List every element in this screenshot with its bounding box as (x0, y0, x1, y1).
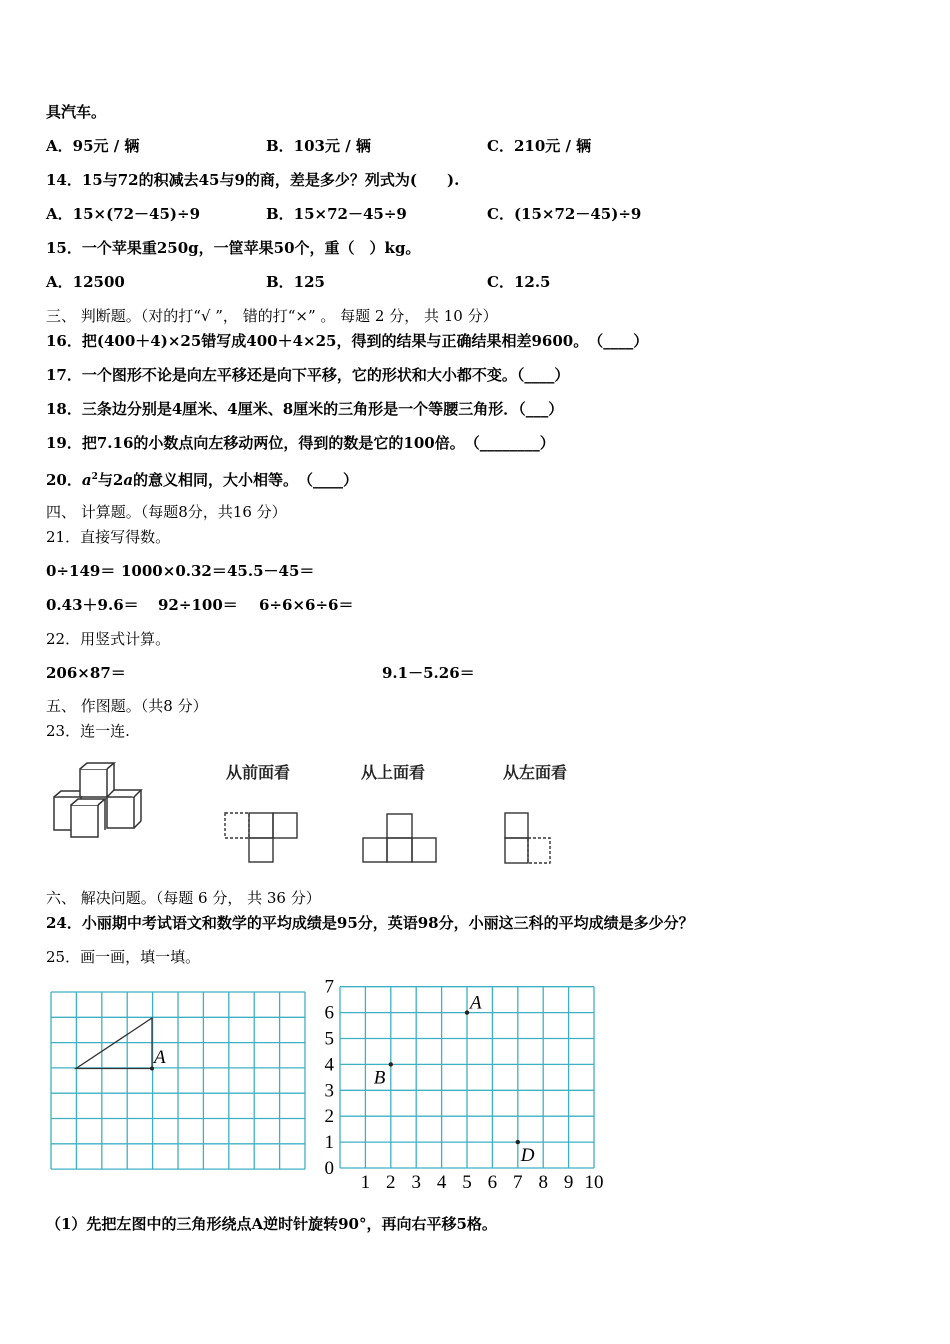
point-marker-b (389, 1062, 393, 1066)
question-22: 22．用竖式计算。 (46, 630, 171, 648)
y-tick-label: 6 (324, 1002, 334, 1024)
view-label-left: 从左面看 (503, 763, 568, 782)
q15-option-c: C．12.5 (487, 273, 551, 291)
q14-option-c: C．(15×72－45)÷9 (487, 205, 642, 223)
q13-option-a: A．95元 / 辆 (46, 137, 140, 155)
x-tick-label: 6 (487, 1172, 498, 1193)
section-3-heading: 三、 判断题。（对的打“√ ”， 错的打“×” 。 每题 2 分， 共 10 分） (46, 307, 498, 325)
question-25-part-1: （1）先把左图中的三角形绕点A逆时针旋转90°，再向右平移5格。 (46, 1215, 497, 1233)
q15-option-b: B．125 (266, 273, 325, 291)
q13-option-b: B．103元 / 辆 (266, 137, 371, 155)
question-20: 20．$a^2$与2a的意义相同，大小相等。 （____） (46, 471, 359, 489)
front-view-shape (224, 812, 300, 864)
q21-item-1: 0÷149＝ (46, 562, 116, 580)
q21-item-6: 6÷6×6÷6＝ (259, 596, 354, 614)
q21-item-4: 0.43＋9.6＝ (46, 596, 139, 614)
point-marker-d (516, 1140, 520, 1144)
x-tick-label: 3 (411, 1172, 421, 1193)
left-view-shape (502, 812, 554, 864)
coordinate-grid-figure (318, 974, 618, 1196)
cube-stack-figure (50, 760, 150, 840)
y-tick-label: 2 (324, 1106, 334, 1128)
x-tick-label: 9 (563, 1172, 574, 1193)
q13-option-c: C．210元 / 辆 (487, 137, 592, 155)
x-tick-label: 8 (538, 1172, 548, 1193)
section-5-heading: 五、 作图题。（共8 分） (46, 697, 208, 715)
question-19: 19．把7.16的小数点向左移动两位，得到的数是它的100倍。 （________） (46, 434, 555, 452)
question-24: 24．小丽期中考试语文和数学的平均成绩是95分，英语98分，小丽这三科的平均成绩是多少分？ (46, 914, 694, 932)
x-tick-label: 2 (386, 1172, 396, 1193)
point-marker-a (465, 1010, 469, 1014)
x-tick-label: 1 (360, 1172, 371, 1193)
question-23: 23．连一连. (46, 722, 130, 740)
q14-option-a: A．15×(72－45)÷9 (46, 205, 201, 223)
continued-text: 具汽车。 (46, 103, 107, 121)
question-15: 15．一个苹果重250g，一筐苹果50个，重（ ）kg。 (46, 239, 421, 257)
q21-item-3: 45.5－45＝ (227, 562, 315, 580)
q21-item-2: 1000×0.32＝ (121, 562, 227, 580)
q22-item-2: 9.1－5.26＝ (382, 664, 475, 682)
triangle-shape (76, 1018, 152, 1069)
x-tick-label: 5 (462, 1172, 472, 1193)
y-tick-label: 0 (324, 1158, 334, 1179)
q15-option-a: A．12500 (46, 273, 125, 291)
y-tick-label: 7 (324, 976, 334, 998)
top-view-shape (362, 813, 438, 865)
question-14: 14．15与72的积减去45与9的商，差是多少？列式为( ). (46, 171, 460, 189)
question-16: 16．把(400＋4)×25错写成400＋4×25，得到的结果与正确结果相差9600。 （____） (46, 332, 649, 350)
q21-item-5: 92÷100＝ (158, 596, 238, 614)
x-tick-label: 7 (513, 1172, 523, 1193)
y-tick-label: 1 (324, 1132, 334, 1154)
y-tick-label: 3 (324, 1080, 334, 1102)
point-label-a: A (470, 992, 482, 1014)
q14-option-b: B．15×72－45÷9 (266, 205, 407, 223)
y-tick-label: 4 (324, 1054, 334, 1076)
point-a-label: A (154, 1047, 166, 1068)
view-label-top: 从上面看 (361, 763, 426, 782)
q22-item-1: 206×87＝ (46, 664, 126, 682)
question-21: 21．直接写得数。 (46, 528, 171, 546)
point-label-b: B (373, 1067, 386, 1089)
question-17: 17．一个图形不论是向左平移还是向下平移，它的形状和大小都不变。（____） (46, 366, 570, 384)
view-label-front: 从前面看 (226, 763, 291, 782)
point-label-d: D (520, 1145, 535, 1167)
question-18: 18．三条边分别是4厘米、4厘米、8厘米的三角形是一个等腰三角形．（___） (46, 400, 564, 418)
section-6-heading: 六、 解决问题。（每题 6 分， 共 36 分） (46, 889, 321, 907)
section-4-heading: 四、 计算题。（每题8分，共16 分） (46, 503, 287, 521)
y-tick-label: 5 (324, 1028, 334, 1050)
question-25: 25．画一画，填一填。 (46, 948, 201, 966)
x-tick-label: 10 (584, 1172, 604, 1193)
left-grid-figure (50, 991, 310, 1173)
x-tick-label: 4 (436, 1172, 447, 1193)
